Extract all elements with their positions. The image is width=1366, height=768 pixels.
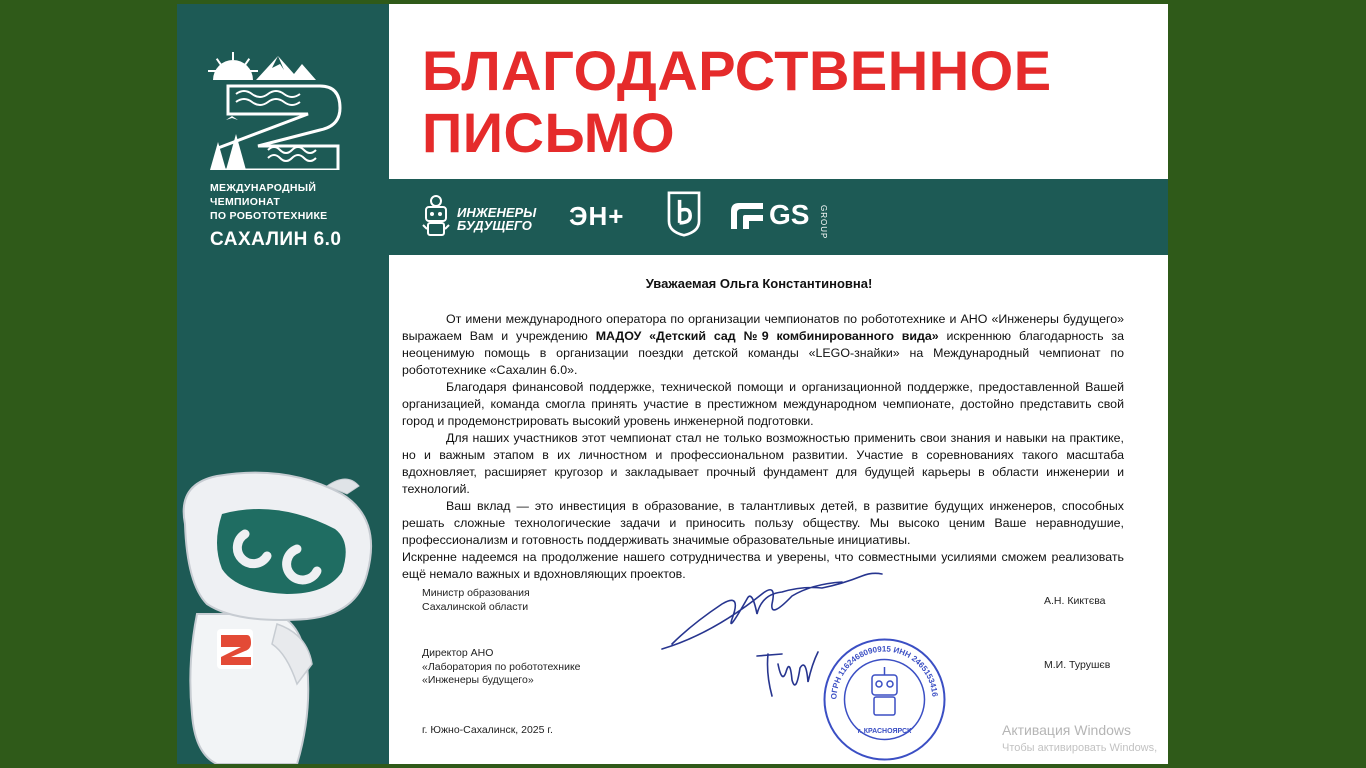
signer-2-line3: «Инженеры будущего» <box>422 674 534 686</box>
champ-line1: МЕЖДУНАРОДНЫЙ <box>210 182 317 194</box>
signer-2-line1: Директор АНО <box>422 647 494 659</box>
stamp-ring-text: ОГРН 1162468090915 ИНН 2465153416 <box>829 644 940 700</box>
engineers-line2: БУДУЩЕГО <box>457 218 532 233</box>
champ-line2: ЧЕМПИОНАТ <box>210 196 281 208</box>
paragraph-2: Благодаря финансовой поддержке, технической помощи и организационной поддержке, предоставленной Вашей организацией, команда смогла принять участие в престижном международном чемпионате, достойно представить свой город и продемонстрировать высокий уровень инженерной подготовки. <box>402 380 1124 428</box>
robot-small-icon <box>421 195 451 239</box>
paragraph-3: Для наших участников этот чемпионат стал не только возможностью применить свои знания и навыки на практике, но и важным этапом в их личностном и профессиональном развитии. Участие в соревнованиях такого масштаба вдохновляет, расширяет кругозор и закладывает прочный фундамент для будущей карьеры в области инженерии и технологий. <box>402 431 1124 496</box>
championship-title <box>210 181 380 253</box>
robot-mascot-icon <box>177 464 389 764</box>
signer-2-name: М.И. Турушєв <box>1044 659 1111 671</box>
p1-institution: МАДОУ «Детский сад №9 комбинированного вида» <box>595 329 939 343</box>
champ-city: САХАЛИН 6.0 <box>210 229 342 250</box>
place-date: г. Южно-Сахалинск, 2025 г. <box>422 724 553 736</box>
p1-text-a: От имени международного оператора по организации чемпионатов по робототехнике и АНО «Инженеры будущего» выражаем Вам и учреждению <box>402 312 1124 343</box>
engineers-line1: ИНЖЕНЕРЫ <box>457 205 537 220</box>
signer-1-line1: Министр образования <box>422 587 530 599</box>
letter-document <box>177 4 1168 764</box>
title-line1: БЛАГОДАРСТВЕННОЕ <box>422 39 1052 102</box>
p1-text-b: искреннюю благодарность за неоценимую помощь в организации поездки детской команды «LEGO-знайки» на Международный чемпионат по робототехнике «Сахалин 6.0». <box>402 329 1124 377</box>
title-line2: ПИСЬМО <box>422 101 676 164</box>
signer-2-position <box>422 647 581 688</box>
paragraph-4: Ваш вклад — это инвестиция в образование, в талантливых детей, в развитие будущих инженеров, способных решать сложные технологические задачи и приносить пользу обществу. Мы высоко ценим Ваше неравнодушие, профессионализм и готовность поддерживать значимые образовательные инициативы. <box>402 499 1124 547</box>
partners-band <box>389 179 1168 255</box>
paragraph-1 <box>402 311 1124 379</box>
stamp-city: г. КРАСНОЯРСК <box>857 728 912 735</box>
signer-1-line2: Сахалинской области <box>422 600 529 613</box>
en-plus-logo: ЭН+ <box>569 201 625 231</box>
gs-sub-text: GROUP <box>819 205 828 240</box>
windows-activation-title: Активация Windows <box>1002 722 1132 738</box>
signer-1-position <box>422 587 530 614</box>
gs-mark-icon <box>727 199 767 233</box>
official-stamp-icon <box>822 637 947 762</box>
engineers-future-logo <box>421 195 551 241</box>
greeting: Уважаемая Ольга Константиновна! <box>645 276 873 291</box>
championship-logo-icon <box>208 50 343 170</box>
letter-title <box>422 40 1052 164</box>
signature-2-icon <box>752 644 832 704</box>
letter-body <box>402 311 1124 583</box>
gs-text: GS <box>769 199 810 230</box>
champ-line3: ПО РОБОТОТЕХНИКЕ <box>210 210 328 222</box>
windows-activation-subtitle: Чтобы активировать Windows, <box>1002 742 1158 754</box>
signer-1-name: А.Н. Киктєва <box>1044 595 1106 607</box>
shield-logo-icon <box>665 191 703 237</box>
left-panel <box>177 4 389 764</box>
paragraph-5: Искренне надеемся на продолжение нашего сотрудничества и уверены, что совместными усилиями сможем реализовать ещё немало важных и вдохновляющих проектов. <box>402 550 1124 581</box>
signer-2-line2: «Лаборатория по робототехнике <box>422 660 581 673</box>
